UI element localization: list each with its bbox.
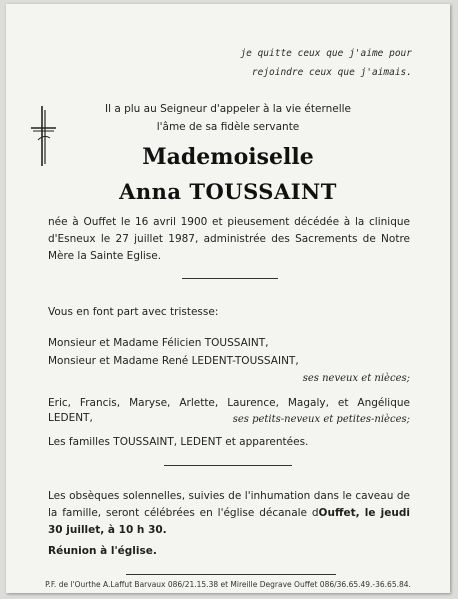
birth-death-text: née à Ouffet le 16 avril 1900 et pieusement décédée à la clinique d'Esneux le 27 juillet 1987, administrée des Sacrements de Notre Mère la Sainte Eglise. — [48, 216, 410, 262]
motto — [240, 44, 412, 82]
funeral-place-date: Ouffet, le jeudi 30 juillet, à 10 h 30. — [48, 507, 410, 536]
title-honorific: Mademoiselle — [142, 144, 314, 170]
intro-line-2: l'âme de sa fidèle servante — [156, 121, 300, 133]
funeral-text — [48, 488, 410, 539]
announce-text: Vous en font part avec tristesse: — [48, 306, 219, 318]
footer-undertaker: P.F. de l'Ourthe A.Laffut Barvaux 086/21.15.38 et Mireille Degrave Ouffet 086/36.65.49.-36.65.84. — [45, 580, 411, 589]
footer-rule — [126, 574, 336, 575]
grandchildren-surname: LEDENT, — [48, 412, 93, 424]
family-line-1: Monsieur et Madame Félicien TOUSSAINT, — [48, 337, 269, 349]
motto-line-2: rejoindre ceux que j'aimais. — [251, 67, 412, 78]
title-name: Anna TOUSSAINT — [119, 179, 337, 204]
grandchildren-line: Eric, Francis, Maryse, Arlette, Laurence, Magaly, et Angélique — [48, 397, 410, 409]
motto-line-1: je quitte ceux que j'aime pour — [240, 48, 412, 59]
relation-nephews: ses neveux et nièces; — [302, 373, 410, 384]
divider-1 — [182, 278, 278, 279]
funeral-notice-card — [6, 4, 450, 593]
intro-line-1: Il a plu au Seigneur d'appeler à la vie éternelle — [104, 103, 352, 115]
divider-2 — [164, 465, 292, 466]
funeral-text-main: Les obsèques solennelles, suivies de l'inhumation dans le caveau de la famille, seront célébrées en l'église décanale d — [48, 490, 410, 519]
reunion-text: Réunion à l'église. — [48, 545, 157, 557]
intro — [6, 100, 450, 136]
relation-grandnephews: ses petits-neveux et petites-nièces; — [232, 414, 410, 425]
family-line-2: Monsieur et Madame René LEDENT-TOUSSAINT, — [48, 355, 299, 367]
families-line: Les familles TOUSSAINT, LEDENT et apparentées. — [48, 436, 309, 448]
